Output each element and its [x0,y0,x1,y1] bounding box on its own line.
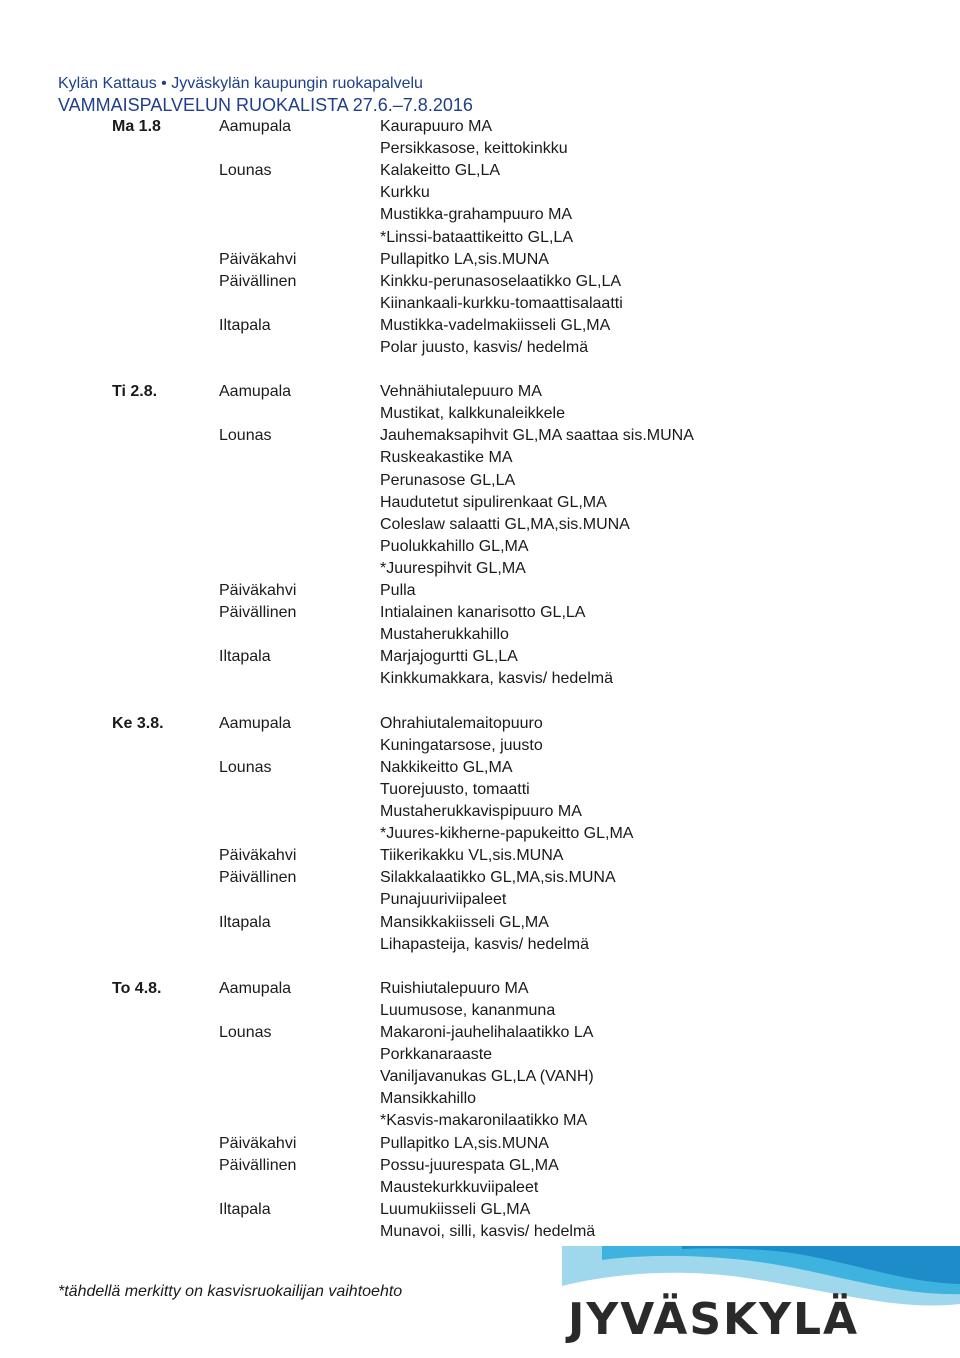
menu-row [0,116,960,138]
menu-item: Mansikkahillo [380,1090,477,1108]
logo-wordmark: JYVÄSKYLÄ [568,1294,860,1345]
day-label: Ke 3.8. [112,714,164,732]
menu-item: Silakkalaatikko GL,MA,sis.MUNA [380,869,616,887]
menu-item: Coleslaw salaatti GL,MA,sis.MUNA [380,515,630,533]
meal-label: Aamupala [219,118,292,135]
jyvaskyla-logo [562,1246,960,1358]
menu-row [0,425,960,447]
menu-row [0,845,960,867]
menu-item: Mustikka-grahampuuro MA [380,206,573,224]
menu-item: Possu-juurespata GL,MA [380,1156,559,1174]
meal-label: Iltapala [219,913,271,931]
menu-row [0,403,960,425]
page-header [58,74,473,116]
meal-label: Päiväkahvi [219,847,297,865]
meal-label: Aamupala [219,979,292,997]
menu-row [0,337,960,359]
menu-item: Punajuuriviipaleet [380,891,507,909]
menu-item: Luumukiisseli GL,MA [380,1200,531,1218]
menu-row [0,978,960,1000]
menu-row [0,470,960,492]
menu-row [0,889,960,911]
menu-item: Perunasose GL,LA [380,471,516,489]
footnote: *tähdellä merkitty on kasvisruokailijan vaihtoehto [58,1283,403,1300]
meal-label: Lounas [219,427,272,445]
menu-row [0,1022,960,1044]
menu-row [0,713,960,735]
meal-label: Lounas [219,162,272,180]
menu-item: Puolukkahillo GL,MA [380,537,529,555]
menu-item: Vaniljavanukas GL,LA (VANH) [380,1068,594,1086]
menu-item: Ruishiutalepuuro MA [380,979,529,997]
menu-day [0,116,960,359]
meal-label: Lounas [219,1024,272,1042]
menu-row [0,912,960,934]
menu-item: Mustaherukkahillo [380,626,509,644]
menu-item: Kalakeitto GL,LA [380,162,501,180]
menu-row [0,1221,960,1243]
menu-row [0,1155,960,1177]
menu-row [0,624,960,646]
menu-item: Tiikerikakku VL,sis.MUNA [380,847,564,865]
menu-item: Persikkasose, keittokinkku [380,140,568,158]
menu-row [0,735,960,757]
menu-item: Lihapasteija, kasvis/ hedelmä [380,935,590,953]
menu-item: *Juures-kikherne-papukeitto GL,MA [380,825,634,843]
menu-row [0,138,960,160]
menu-item: Luumusose, kananmuna [380,1001,556,1019]
day-label: Ti 2.8. [112,383,158,401]
meal-label: Päivällinen [219,604,297,622]
menu-item: Pulla [380,582,416,600]
menu-item: Ruskeakastike MA [380,449,513,467]
menu-item: Kuningatarsose, juusto [380,736,543,754]
menu-row [0,580,960,602]
menu-item: Intialainen kanarisotto GL,LA [380,604,586,622]
menu-item: Nakkikeitto GL,MA [380,758,513,776]
menu-item: *Linssi-bataattikeitto GL,LA [380,228,573,246]
meal-label: Päiväkahvi [219,582,297,600]
menu-item: Maustekurkkuviipaleet [380,1178,539,1196]
meal-label: Päivällinen [219,869,297,887]
menu-row [0,249,960,271]
day-label: Ma 1.8 [112,118,161,135]
menu-item: Polar juusto, kasvis/ hedelmä [380,339,589,356]
menu-row [0,823,960,845]
menu-row [0,204,960,226]
menu-row [0,646,960,668]
menu-row [0,271,960,293]
menu-row [0,492,960,514]
menu-item: Ohrahiutalemaitopuuro [380,714,543,732]
menu-row [0,558,960,580]
menu-item: Makaroni-jauhelihalaatikko LA [380,1024,594,1042]
menu-row [0,536,960,558]
menu-item: Mustaherukkavispipuuro MA [380,803,582,821]
menu-row [0,779,960,801]
meal-label: Aamupala [219,714,292,732]
day-label: To 4.8. [112,979,162,997]
menu-row [0,1199,960,1221]
menu-row [0,182,960,204]
menu-row [0,447,960,469]
menu-row [0,1177,960,1199]
menu-item: Mustikka-vadelmakiisseli GL,MA [380,316,611,334]
meal-label: Päivällinen [219,272,297,290]
meal-label: Päiväkahvi [219,250,297,268]
menu-item: Pullapitko LA,sis.MUNA [380,1134,549,1152]
meal-label: Lounas [219,758,272,776]
menu-day [0,978,960,1243]
organization-line: Kylän Kattaus • Jyväskylän kaupungin ruokapalvelu [58,75,423,92]
menu-day [0,381,960,690]
meal-label: Päivällinen [219,1156,297,1174]
menu-row [0,1133,960,1155]
menu-item: *Juurespihvit GL,MA [380,559,526,577]
menu-item: Kurkku [380,184,430,202]
menu-row [0,293,960,315]
menu-row [0,227,960,249]
page-title: VAMMAISPALVELUN RUOKALISTA 27.6.–7.8.2016 [58,95,473,115]
menu-row [0,315,960,337]
menu-item: Pullapitko LA,sis.MUNA [380,250,549,268]
menu-item: Kaurapuuro MA [380,118,493,135]
menu-item: Kiinankaali-kurkku-tomaattisalaatti [380,294,623,312]
menu-row [0,1066,960,1088]
menu-item: Mustikat, kalkkunaleikkele [380,405,565,423]
menu-row [0,1044,960,1066]
menu-item: Tuorejuusto, tomaatti [380,780,530,798]
menu-item: Munavoi, silli, kasvis/ hedelmä [380,1222,596,1240]
menu-row [0,381,960,403]
menu-row [0,1088,960,1110]
menu-row [0,668,960,690]
menu-item: *Kasvis-makaronilaatikko MA [380,1112,588,1130]
menu-item: Porkkanaraaste [380,1046,493,1064]
meal-label: Iltapala [219,1200,271,1218]
menu-row [0,934,960,956]
meal-label: Iltapala [219,316,271,334]
menu-item: Marjajogurtti GL,LA [380,648,518,666]
menu-row [0,160,960,182]
menu-row [0,1000,960,1022]
menu-item: Kinkku-perunasoselaatikko GL,LA [380,272,622,290]
menu-row [0,514,960,536]
menu-item: Jauhemaksapihvit GL,MA saattaa sis.MUNA [380,427,694,445]
menu-item: Vehnähiutalepuuro MA [380,383,542,401]
menu-item: Mansikkakiisseli GL,MA [380,913,549,931]
menu-row [0,602,960,624]
menu-day [0,713,960,956]
menu-row [0,1110,960,1132]
menu-item: Kinkkumakkara, kasvis/ hedelmä [380,670,613,688]
menu-row [0,801,960,823]
meal-label: Aamupala [219,383,292,401]
menu-item: Haudutetut sipulirenkaat GL,MA [380,493,607,511]
meal-label: Päiväkahvi [219,1134,297,1152]
menu-row [0,867,960,889]
menu-row [0,757,960,779]
meal-label: Iltapala [219,648,271,666]
